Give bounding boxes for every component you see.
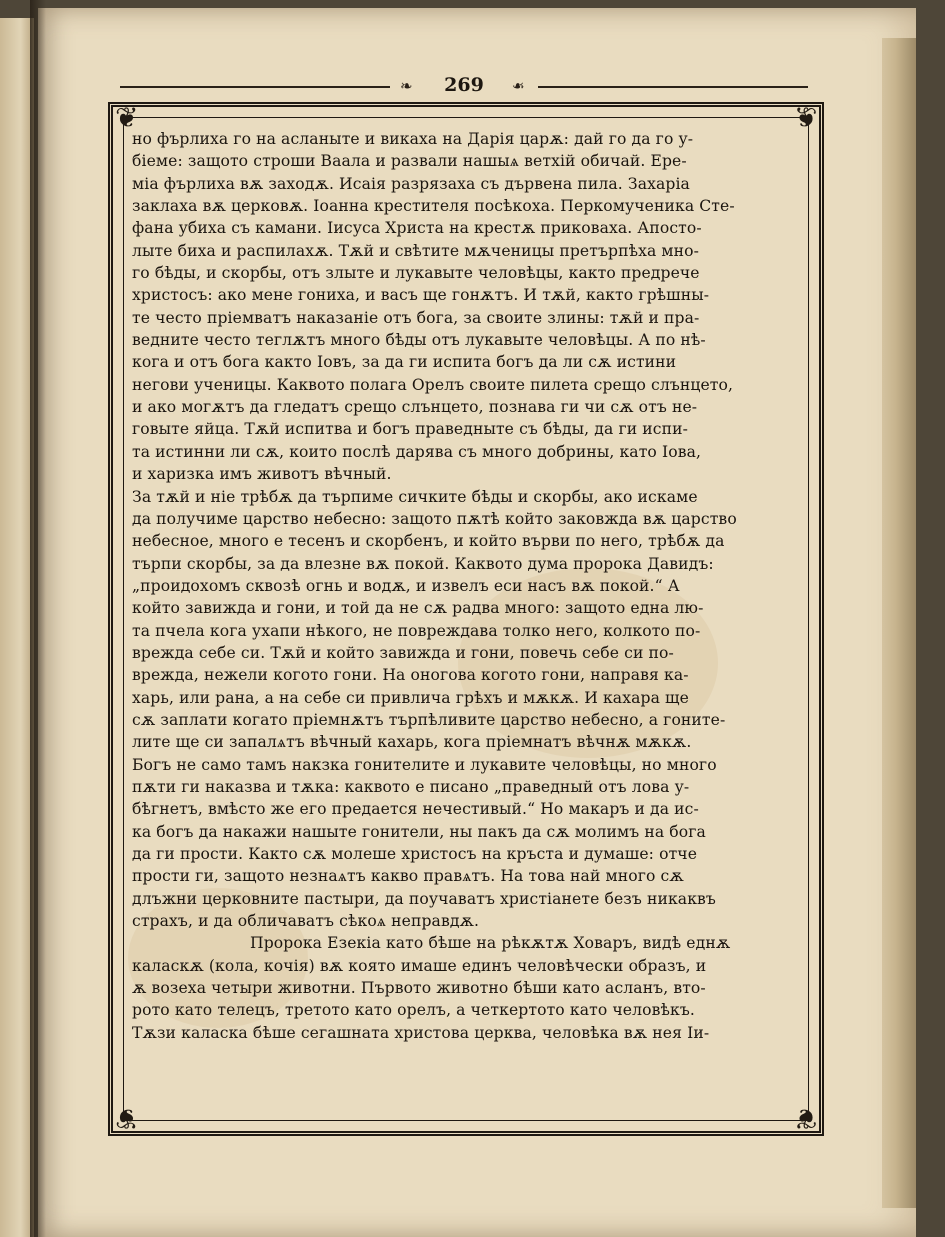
text-line: да получиме царство небесно: защото пѫтѣ който заковжда вѫ царство (132, 509, 737, 528)
text-line: христосъ: ако мене гониха, и васъ ще гонѫтъ. И тѫй, както грѣшны- (132, 286, 710, 305)
text-line: біеме: защото строши Ваала и развали нашыѧ ветхій обичай. Ере- (132, 152, 687, 171)
text-line: каласкѫ (кола, кочія) вѫ която имаше единъ человѣчески образъ, и (132, 956, 707, 975)
text-line: прости ги, защото незнаѧтъ какво правѧтъ. На това най много сѫ (132, 867, 684, 886)
text-line: и ако могѫтъ да гледатъ срещо слънцето, познава ги чи сѫ отъ не- (132, 398, 698, 417)
page-body-text (132, 128, 772, 1044)
text-line: Тѫзи каласка бѣше сегашната христова церква, человѣка вѫ нея Іи- (132, 1023, 710, 1042)
text-line: міа фърлиха вѫ заходѫ. Исаія разрязаха съ дървена пила. Захаріа (132, 174, 690, 193)
text-line: Пророка Езекіа като бѣше на рѣкѫтѫ Ховаръ, видѣ еднѫ (250, 934, 731, 953)
text-line: и харизка имъ животъ вѣчный. (132, 465, 392, 484)
text-line: ка богъ да накажи нашыте гонители, ны пакъ да сѫ молимъ на бога (132, 822, 706, 841)
text-line: харь, или рана, а на себе си привлича грѣхъ и мѫкѫ. И кахара ще (132, 688, 689, 707)
page-number: 269 (444, 74, 484, 96)
corner-ornament-icon: ❦ (793, 1102, 817, 1135)
page-header (108, 72, 820, 102)
text-line: небесное, много е тесенъ и скорбенъ, и който върви по него, трѣбѫ да (132, 532, 725, 551)
text-line: врежда себе си. Тѫй и който завижда и гони, повечь себе си по- (132, 643, 674, 662)
spine-shadow (30, 0, 46, 1237)
text-line: те често пріемватъ наказаніе отъ бога, за своите злины: тѫй и пра- (132, 308, 700, 327)
text-line: лите ще си запалѧтъ вѣчный кахарь, кога пріемнатъ вѣчнѫ мѫкѫ. (132, 733, 692, 752)
text-line: търпи скорбы, за да влезне вѫ покой. Каквото дума пророка Давидъ: (132, 554, 714, 573)
text-line: та пчела кога ухапи нѣкого, не повреждава толко него, колкото по- (132, 621, 701, 640)
text-line: но фърлиха го на асланыте и викаха на Дарія царѫ: дай го да го у- (132, 130, 694, 148)
page-edge-strip (882, 38, 916, 1208)
text-line: заклаха вѫ церковѫ. Іоанна крестителя посѣкоха. Перкомученика Сте- (132, 197, 735, 216)
leaf-ornament-icon: ❧ (400, 77, 413, 95)
corner-ornament-icon: ❦ (115, 101, 139, 134)
text-line: врежда, нежели когото гони. На оногова когото гони, направя ка- (132, 666, 689, 685)
text-line: който завижда и гони, и той да не сѫ радва много: защото една лю- (132, 599, 704, 618)
text-line: длъжни церковните пастыри, да поучаватъ христіанете безъ никаквъ (132, 889, 716, 908)
text-line: ведните често теглѫтъ много бѣды отъ лукавыте человѣцы. А по нѣ- (132, 331, 706, 350)
text-line: „проидохомъ сквозѣ огнь и водѫ, и извелъ еси насъ вѫ покой.“ А (132, 576, 680, 595)
left-page-edge (0, 18, 34, 1237)
corner-ornament-icon: ❦ (793, 101, 817, 134)
text-line: пѫти ги наказва и тѫка: каквото е писано „праведный отъ лова у- (132, 777, 690, 796)
text-line: ѫ возеха четыри животни. Първото животно бѣши като асланъ, вто- (132, 979, 706, 998)
corner-ornament-icon: ❦ (115, 1102, 139, 1135)
text-line: да ги прости. Както сѫ молеше христосъ на кръста и думаше: отче (132, 845, 698, 863)
text-line: негови ученицы. Каквото полага Орелъ своите пилета срещо слънцето, (132, 375, 734, 394)
leaf-ornament-icon: ❧ (512, 77, 525, 95)
text-line: го бѣды, и скорбы, отъ злыте и лукавыте человѣцы, както предрече (132, 264, 700, 283)
text-line: страхъ, и да обличаватъ сѣкоѧ неправдѫ. (132, 912, 480, 931)
text-line: лыте биха и распилахѫ. Тѫй и свѣтите мѫченицы претърпѣха мно- (132, 241, 700, 260)
text-line: рото като телецъ, третото като орелъ, а четкертото като человѣкъ. (132, 1001, 695, 1020)
text-line: фана убиха съ камани. Іисуса Христа на крестѫ приковаха. Апосто- (132, 219, 702, 238)
header-rule-right (538, 86, 808, 88)
text-line: Богъ не само тамъ накзка гонителите и лукавите человѣцы, но много (132, 755, 717, 774)
text-line: бѣгнетъ, вмѣсто же его предается нечестивый.“ Но макаръ и да ис- (132, 800, 699, 819)
text-line: За тѫй и ніе трѣбѫ да търпиме сичките бѣды и скорбы, ако искаме (132, 487, 698, 506)
text-line: кога и отъ бога както Іовъ, за да ги испита богъ да ли сѫ истини (132, 353, 677, 372)
text-line: та истинни ли сѫ, които послѣ дарява съ много добрины, като Іова, (132, 442, 702, 461)
text-line: говыте яйца. Тѫй испитва и богъ праведныте съ бѣды, да ги испи- (132, 420, 688, 439)
text-line: сѫ заплати когато пріемнѫтъ търпѣливите царство небесно, а гоните- (132, 710, 726, 729)
